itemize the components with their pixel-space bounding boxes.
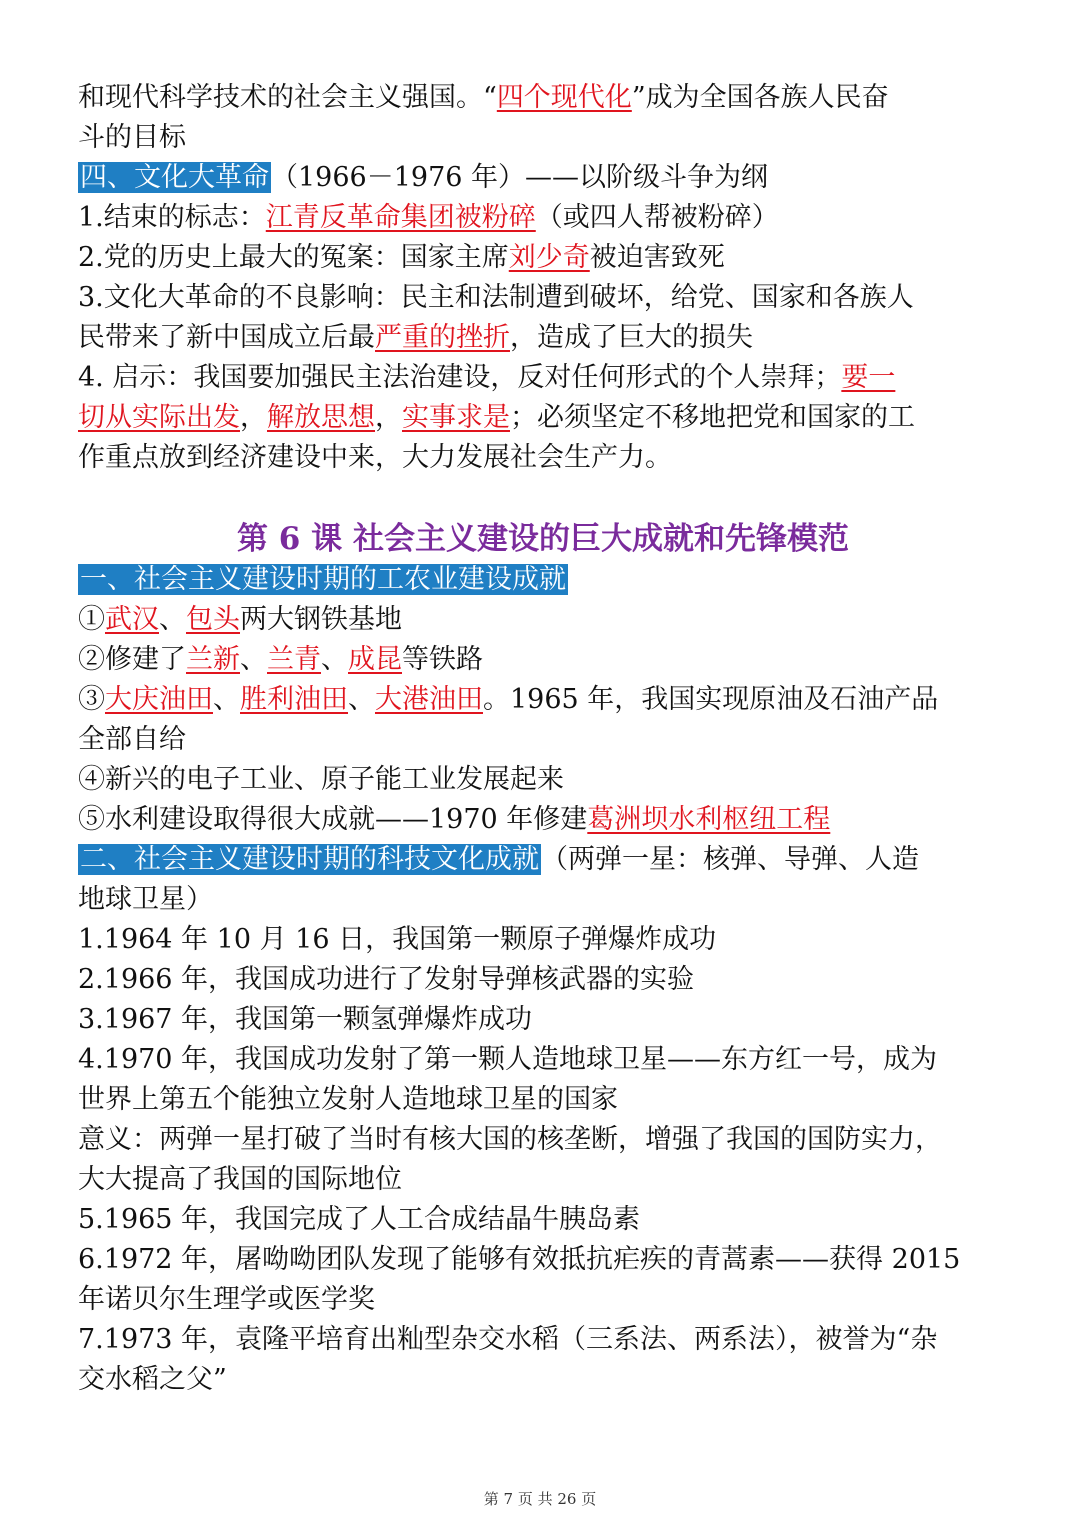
list-item: 4.1970 年，我国成功发射了第一颗人造地球卫星——东方红一号，成为 <box>78 1044 938 1075</box>
list-item <box>78 600 1008 640</box>
text: 、 <box>240 644 267 675</box>
text: 4. 启示：我国要加强民主法治建设，反对任何形式的个人崇拜； <box>78 362 842 393</box>
section-heading-2 <box>78 840 1008 880</box>
text-line <box>78 198 1008 238</box>
section-heading-4 <box>78 158 1008 198</box>
key-term: 胜利油田 <box>240 684 348 715</box>
text: ，造成了巨大的损失 <box>510 322 753 353</box>
key-term: 兰青 <box>267 644 321 675</box>
lesson-title: 第 6 课 社会主义建设的巨大成就和先锋模范 <box>237 521 849 557</box>
text: 、 <box>348 684 375 715</box>
list-item <box>78 640 1008 680</box>
list-item: 5.1965 年，我国完成了人工合成结晶牛胰岛素 <box>78 1204 641 1235</box>
text: 被迫害致死 <box>589 242 725 273</box>
meaning-line: 意义：两弹一星打破了当时有核大国的核垄断，增强了我国的国防实力， <box>78 1124 942 1155</box>
key-term: 切从实际出发 <box>78 402 240 433</box>
text: 、 <box>159 604 186 635</box>
text: ① <box>78 604 105 635</box>
section-heading-1 <box>78 560 1008 600</box>
text: （两弹一星：核弹、导弹、人造 <box>541 844 919 875</box>
list-item <box>78 680 1008 720</box>
text-line: 3.文化大革命的不良影响：民主和法制遭到破坏，给党、国家和各族人 <box>78 282 914 313</box>
text: ③ <box>78 684 105 715</box>
text: （1966－1976 年）——以阶级斗争为纲 <box>271 162 769 193</box>
text: 两大钢铁基地 <box>240 604 402 635</box>
text: ；必须坚定不移地把党和国家的工 <box>510 402 915 433</box>
key-term: 葛洲坝水利枢纽工程 <box>587 804 831 835</box>
key-term: 大庆油田 <box>105 684 213 715</box>
text-line <box>78 78 1008 118</box>
list-item: 6.1972 年，屠呦呦团队发现了能够有效抵抗疟疾的青蒿素——获得 2015 <box>78 1244 961 1275</box>
key-term: 兰新 <box>186 644 240 675</box>
list-item: 3.1967 年，我国第一颗氢弹爆炸成功 <box>78 1004 533 1035</box>
key-term: 包头 <box>186 604 240 635</box>
text-line: 作重点放到经济建设中来，大力发展社会生产力。 <box>78 442 672 473</box>
text: （或四人帮被粉碎） <box>535 202 779 233</box>
text: 、 <box>213 684 240 715</box>
key-term: 大港油田 <box>375 684 483 715</box>
list-item <box>78 800 1008 840</box>
text: 民带来了新中国成立后最 <box>78 322 375 353</box>
text: 1.结束的标志： <box>78 202 266 233</box>
key-term: 严重的挫折 <box>375 322 510 353</box>
text-line: 全部自给 <box>78 724 186 755</box>
text-line <box>78 318 1008 358</box>
section-label: 二、社会主义建设时期的科技文化成就 <box>80 844 539 875</box>
document-body <box>78 78 1008 1400</box>
text: 、 <box>321 644 348 675</box>
list-item: 1.1964 年 10 月 16 日，我国第一颗原子弹爆炸成功 <box>78 924 717 955</box>
text: ， <box>240 402 267 433</box>
page-footer: 第 7 页 共 26 页 <box>483 1490 597 1508</box>
text: 和现代科学技术的社会主义强国。“ <box>78 82 497 113</box>
key-term: 要一 <box>841 362 896 393</box>
text: ， <box>375 402 402 433</box>
key-term: 解放思想 <box>267 402 375 433</box>
key-term: 刘少奇 <box>508 242 590 273</box>
key-term: 武汉 <box>105 604 159 635</box>
key-term: 四个现代化 <box>496 82 632 113</box>
text-line: 大大提高了我国的国际地位 <box>78 1164 402 1195</box>
text-line <box>78 358 1008 398</box>
list-item: 7.1973 年，袁隆平培育出籼型杂交水稻（三系法、两系法），被誉为“杂 <box>78 1324 938 1355</box>
section-label: 四、文化大革命 <box>80 162 269 193</box>
text: 等铁路 <box>402 644 483 675</box>
text: ②修建了 <box>78 644 186 675</box>
key-term: 实事求是 <box>402 402 510 433</box>
text: 。1965 年，我国实现原油及石油产品 <box>483 684 939 715</box>
text-line: 世界上第五个能独立发射人造地球卫星的国家 <box>78 1084 618 1115</box>
text-line: 交水稻之父” <box>78 1364 227 1395</box>
key-term: 成昆 <box>348 644 402 675</box>
section-label: 一、社会主义建设时期的工农业建设成就 <box>80 564 566 595</box>
text: ⑤水利建设取得很大成就——1970 年修建 <box>78 804 588 835</box>
key-term: 江青反革命集团被粉碎 <box>265 202 536 233</box>
text-line: 年诺贝尔生理学或医学奖 <box>78 1284 375 1315</box>
text: ”成为全国各族人民奋 <box>631 82 889 113</box>
text-line: 地球卫星） <box>78 884 213 915</box>
list-item: 2.1966 年，我国成功进行了发射导弹核武器的实验 <box>78 964 695 995</box>
text-line: 斗的目标 <box>78 122 186 153</box>
list-item: ④新兴的电子工业、原子能工业发展起来 <box>78 764 564 795</box>
text-line <box>78 398 1008 438</box>
text-line <box>78 238 1008 278</box>
text: 2.党的历史上最大的冤案：国家主席 <box>78 242 509 273</box>
